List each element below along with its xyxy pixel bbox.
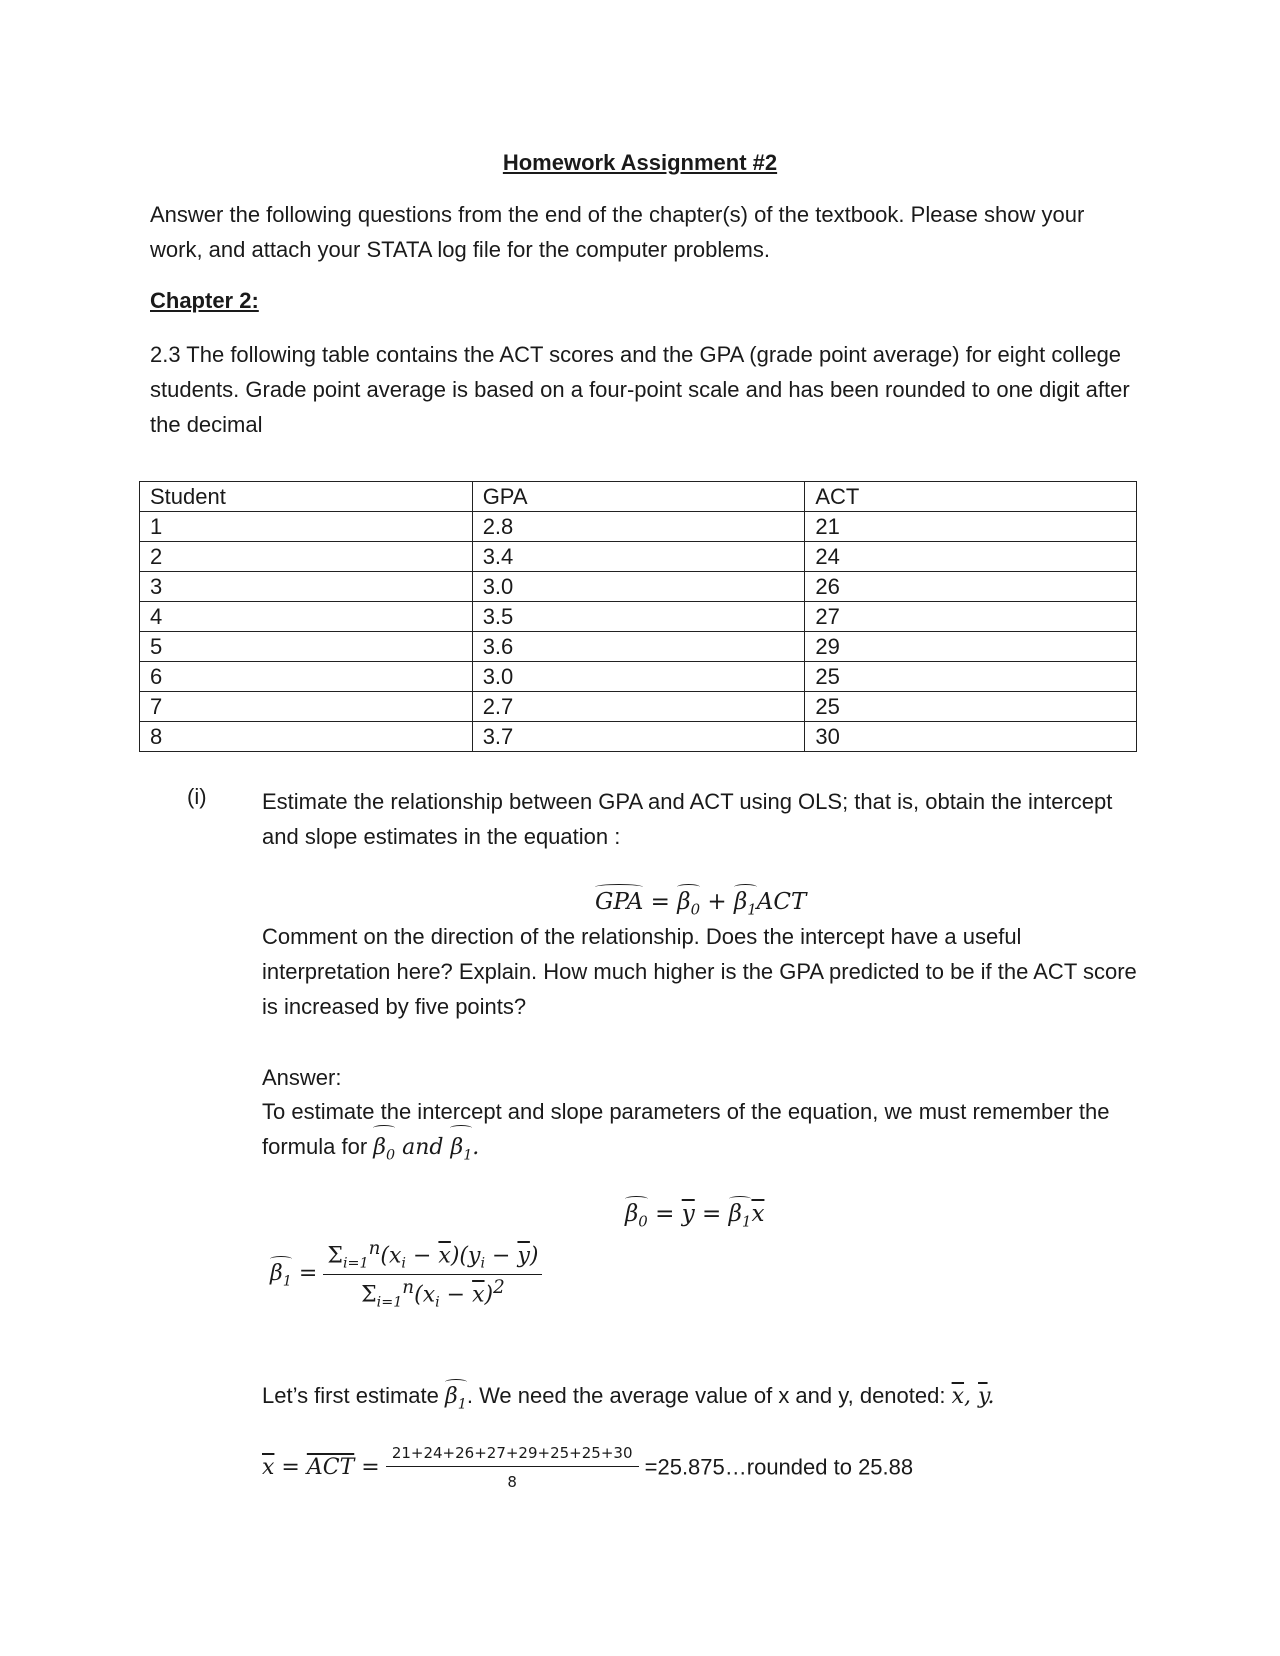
question-text-1: Estimate the relationship between GPA and ACT using OLS; that is, obtain the intercept and slope estimates in the equation : (262, 789, 1113, 849)
intro-paragraph: Answer the following questions from the end of the chapter(s) of the textbook. Please show your work, and attach your STATA log file for the computer problems. (150, 202, 1085, 262)
gpa-cell: 3.0 (472, 662, 805, 692)
beta-formula-ref: $\beta_0$ and $\beta_1$. (373, 1135, 479, 1160)
regression-equation: GPA = $\beta_0 + \beta_1ACT$ (595, 889, 807, 919)
xbar-numerator: 21+24+26+27+29+25+25+30 (386, 1444, 639, 1467)
data-table (139, 481, 1137, 752)
problem-text: 2.3 The following table contains the ACT scores and the GPA (grade point average) for eight college students. Grade point average is based on a four-point scale and has been rounded to one digit after the decimal (150, 342, 1130, 437)
student-cell: 5 (140, 632, 473, 662)
header-student: Student (140, 482, 473, 512)
act-cell: 26 (805, 572, 1137, 602)
student-cell: 2 (140, 542, 473, 572)
act-cell: 24 (805, 542, 1137, 572)
header-gpa: GPA (472, 482, 805, 512)
table-row (140, 662, 1137, 692)
gpa-cell: 3.7 (472, 722, 805, 752)
beta1-fraction: $\frac{\Sigma_{i=1}^n(x_i - \overline{x})(y_i - \overline{y})}{\Sigma_{i=1}^n(x_i - \overline{x})^2}$ (323, 1238, 542, 1310)
beta1-formula: $\beta_1$ = $\frac{\Sigma_{i=1}^n(x_i - \overline{x})(y_i - \overline{y})}{\Sigma_{i=1}^n(x_i - \overline{x})^2}$ (270, 1238, 542, 1310)
table-row (140, 632, 1137, 662)
table-row (140, 692, 1137, 722)
answer-text (262, 1094, 1142, 1173)
table-row (140, 572, 1137, 602)
gpa-cell: 2.8 (472, 512, 805, 542)
table-row (140, 722, 1137, 752)
header-act: ACT (805, 482, 1137, 512)
answer-body: To estimate the intercept and slope parameters of the equation, we must remember the formula for (262, 1099, 1110, 1159)
xbar-result: =25.875…rounded to 25.88 (644, 1454, 914, 1480)
page-title: Homework Assignment #2 (502, 150, 778, 175)
student-cell: 8 (140, 722, 473, 752)
table-header-row (140, 482, 1137, 512)
estimate-line: Let’s first estimate $\beta_1$. We need the average value of x and y, denoted: $\overline{x}$, $\overline{y}$. (262, 1383, 995, 1413)
act-cell: 25 (805, 692, 1137, 722)
xbar-fraction (386, 1444, 639, 1491)
table-row (140, 602, 1137, 632)
student-cell: 3 (140, 572, 473, 602)
gpa-cell: 3.4 (472, 542, 805, 572)
act-cell: 30 (805, 722, 1137, 752)
act-cell: 25 (805, 662, 1137, 692)
xbar-calculation: $\overline{x} = \overline{ACT}$ = $\frac{21+24+26+27+29+25+25+30}{8}$ =25.875…rounded to 25.88 (262, 1444, 914, 1491)
gpa-cell: 2.7 (472, 692, 805, 722)
gpa-cell: 3.6 (472, 632, 805, 662)
gpa-cell: 3.5 (472, 602, 805, 632)
gpa-cell: 3.0 (472, 572, 805, 602)
chapter-heading: Chapter 2: (150, 288, 259, 313)
act-cell: 21 (805, 512, 1137, 542)
student-cell: 4 (140, 602, 473, 632)
act-cell: 27 (805, 602, 1137, 632)
xbar-denominator: 8 (507, 1473, 517, 1491)
table-row (140, 542, 1137, 572)
student-cell: 6 (140, 662, 473, 692)
question-number: (i) (187, 784, 207, 809)
student-cell: 1 (140, 512, 473, 542)
estimate-prefix: Let’s first estimate (262, 1383, 439, 1408)
question-text-2: Comment on the direction of the relationship. Does the intercept have a useful interpretation here? Explain. How much higher is the GPA predicted to be if the ACT score is increased by five points? (262, 924, 1137, 1019)
act-cell: 29 (805, 632, 1137, 662)
student-cell: 7 (140, 692, 473, 722)
beta0-formula: $\beta_0 = \overline{y} = \beta_1\overline{x}$ (625, 1201, 765, 1231)
table-row (140, 512, 1137, 542)
answer-label: Answer: (262, 1065, 342, 1090)
estimate-suffix: . We need the average value of x and y, denoted: (466, 1383, 946, 1408)
